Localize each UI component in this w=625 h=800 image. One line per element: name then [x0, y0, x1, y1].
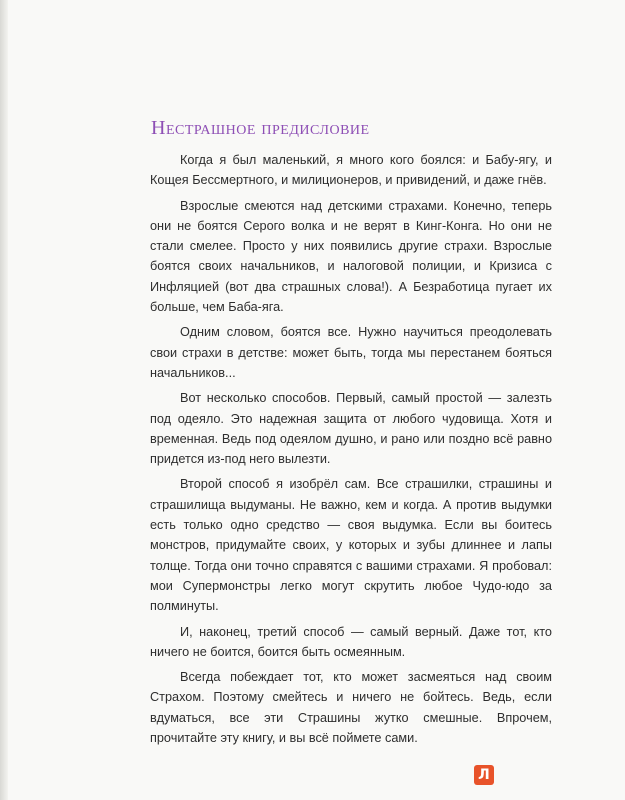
paragraph: Одним словом, боятся все. Нужно научиться преодолевать свои страхи в детстве: может быть, тогда мы перестанем бояться начальников...: [150, 325, 552, 380]
paragraph: Второй способ я изобрёл сам. Все страшилки, страшины и страшилища выдуманы. Не важно, кем и когда. А против выдумки есть только одно средство — своя выдумка. Если вы боитесь монстров, придумайте своих, у которых и зубы длиннее и лапы толще. Тогда они точно справятся с вашими страхами. Я пробовал: мои Супермонстры легко могут скрутить любое Чудо-юдо за полминуты.: [150, 477, 552, 614]
paragraph: Когда я был маленький, я много кого боялся: и Бабу-ягу, и Кощея Бессмертного, и милиционеров, и привидений, и даже гнёв.: [150, 153, 552, 188]
page-title: Нестрашное предисловие: [151, 117, 370, 139]
page-spine-shadow: [0, 0, 8, 800]
paragraph: Вот несколько способов. Первый, самый простой — залезть под одеяло. Это надежная защита от любого чудовища. Хотя и временная. Ведь под одеялом душно, и рано или поздно всё равно придется из-под него вылезти.: [150, 391, 552, 467]
labirint-logo-icon: Л: [474, 765, 494, 785]
paragraph: И, наконец, третий способ — самый верный. Даже тот, кто ничего не боится, боится быть осмеянным.: [150, 624, 552, 659]
paragraph: Взрослые смеются над детскими страхами. Конечно, теперь они не боятся Серого волка и не верят в Кинг-Конга. Но они не стали смелее. Просто у них появились другие страхи. Взрослые боятся своих начальников, и налоговой полиции, и Кризиса с Инфляцией (вот два страшных слова!). А Безработица пугает их больше, чем Баба-яга.: [150, 198, 552, 315]
preface-text: [150, 150, 552, 753]
paragraph: Всегда побеждает тот, кто может засмеяться над своим Страхом. Поэтому смейтесь и ничего не бойтесь. Ведь, если вдуматься, все эти Страшины жутко смешные. Впрочем, прочитайте эту книгу, и вы всё поймете сами.: [150, 670, 552, 746]
